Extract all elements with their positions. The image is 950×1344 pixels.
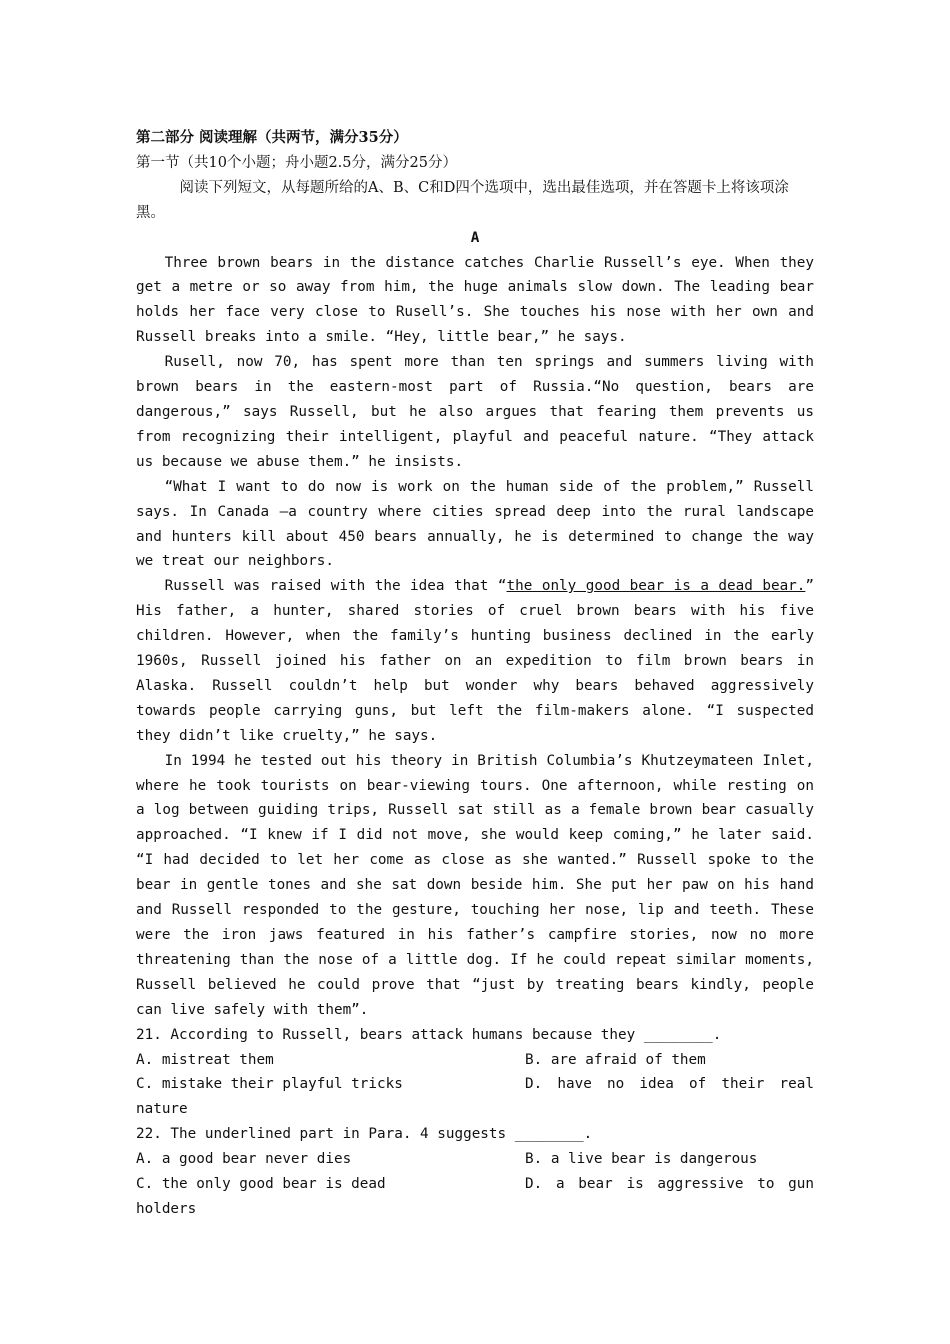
question-22-stem: 22. The underlined part in Para. 4 suggests ________. xyxy=(136,1126,593,1143)
underlined-phrase: the only good bear is a dead bear. xyxy=(506,578,806,595)
question-21-option-b[interactable]: B. are afraid of them xyxy=(525,1051,706,1068)
paragraph-1: Three brown bears in the distance catches Charlie Russell’s eye. When they get a metre or so away from him, the huge animals slow down. The leading bear holds her face very close to Rusell’s. She touches his nose with her own and Russell breaks into a smile. “Hey, little bear,” he says. xyxy=(136,254,814,346)
paragraph-4-before: Russell was raised with the idea that “ xyxy=(164,578,507,595)
paragraph-3: “What I want to do now is work on the human side of the problem,” Russell says. In Canada —a country where cities spread deep into the rural landscape and hunters kill about 450 bears annually, he is determined to change the way we treat our neighbors. xyxy=(136,478,814,570)
passage-label: A xyxy=(470,229,480,246)
question-21-options-row-2 xyxy=(136,1072,814,1097)
paragraph-4-after: ” His father, a hunter, shared stories of cruel brown bears with his five children. However, when the family’s hunting business declined in the early 1960s, Russell joined his father on an expedition to film brown bears in Alaska. Russell couldn’t help but wonder why bears behaved aggressively towards people carrying guns, but left the film-makers alone. “I suspected they didn’t like cruelty,” he says. xyxy=(136,578,814,744)
exam-page xyxy=(136,126,814,1222)
question-22-options-row-1 xyxy=(136,1147,814,1172)
paragraph-4 xyxy=(136,574,814,748)
paragraph-2: Rusell, now 70, has spent more than ten springs and summers living with brown bears in the eastern-most part of Russia.“No question, bears are dangerous,” says Russell, but he also argues that fearing them prevents us from recognizing their intelligent, playful and peaceful nature. “They attack us because we abuse them.” he insists. xyxy=(136,354,814,470)
paragraph-5: In 1994 he tested out his theory in British Columbia’s Khutzeymateen Inlet, where he took tourists on bear-viewing tours. One afternoon, while resting on a log between guiding trips, Russell sat still as a female brown bear casually approached. “I knew if I did not move, she would keep coming,” he later said. “I had decided to let her come as close as she wanted.” Russell spoke to the bear in gentle tones and she sat down beside him. She put her paw on his hand and Russell responded to the gesture, touching her nose, lip and teeth. These were the iron jaws featured in his father’s campfire stories, now no more threatening than the nose of a little dog. If he could repeat similar moments, Russell believed he could prove that “just by treating bears kindly, people can live safely with them”. xyxy=(136,752,814,1018)
question-22-option-a[interactable]: A. a good bear never dies xyxy=(136,1151,352,1168)
question-22-option-d-continued: holders xyxy=(136,1200,197,1217)
question-22-options-row-2 xyxy=(136,1172,814,1197)
question-22-option-d[interactable]: D. a bear is aggressive to gun xyxy=(525,1176,814,1193)
instruction-text: 阅读下列短文，从每题所给的A、B、C和D四个选项中，选出最佳选项，并在答题卡上将该项涂黑。 xyxy=(136,179,789,221)
section-title: 第一节（共10个小题；舟小题2.5分，满分25分） xyxy=(136,154,457,171)
part-title: 第二部分 阅读理解（共两节，满分35分） xyxy=(136,129,408,146)
question-21-options-row-1 xyxy=(136,1048,814,1073)
question-21-option-a[interactable]: A. mistreat them xyxy=(136,1051,274,1068)
question-22-option-b[interactable]: B. a live bear is dangerous xyxy=(525,1151,758,1168)
question-21-stem: 21. According to Russell, bears attack humans because they ________. xyxy=(136,1026,722,1043)
question-21-option-d-continued: nature xyxy=(136,1101,188,1118)
question-22-option-c[interactable]: C. the only good bear is dead xyxy=(136,1176,386,1193)
question-21-option-d[interactable]: D. have no idea of their real xyxy=(525,1076,814,1093)
question-21-option-c[interactable]: C. mistake their playful tricks xyxy=(136,1076,403,1093)
